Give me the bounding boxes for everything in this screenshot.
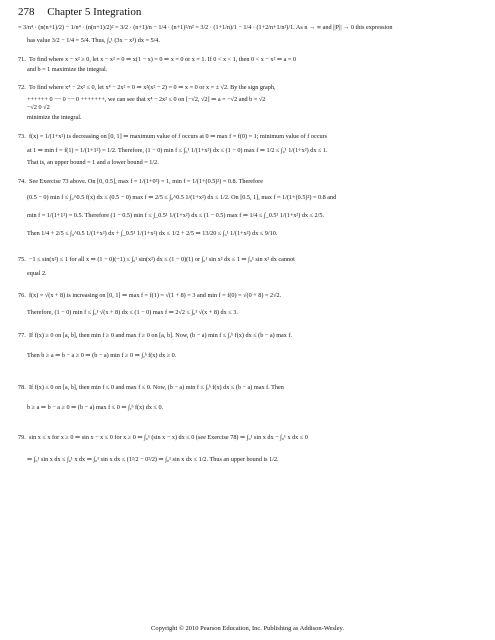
text-line [18,178,483,185]
text-line [27,114,483,121]
page-number: 278 [18,6,35,18]
line-text: and b = 1 maximize the integral. [27,66,108,73]
text-line [27,230,483,237]
exercise-number: 71. [18,56,26,63]
line-text: −1 ≤ sin(x²) ≤ 1 for all x ⇒ (1 − 0)(−1) ≤ ∫₀¹ sin(x²) dx ≤ (1 − 0)(1) or ∫₀¹ sin x² dx ≤ 1 ⇒ ∫₀¹ sin x² dx cannot [29,256,295,263]
text-line [27,104,483,111]
line-text: minimize the integral. [27,114,82,121]
text-line [18,434,483,441]
text-line [27,66,483,73]
line-text: ++++++ 0 −− 0 −− 0 +++++++, we can see that x⁴ − 2x² ≤ 0 on [−√2, √2] ⇒ a = −√2 and b = √2 [27,96,266,103]
line-text: Therefore, (1 − 0) min f ≤ ∫₀¹ √(x + 8) dx ≤ (1 − 0) max f ⇒ 2√2 ≤ ∫₀¹ √(x + 8) dx ≤ 3. [27,309,238,316]
text-line [18,133,483,140]
line-text: b ≥ a ⇒ b − a ≥ 0 ⇒ (b − a) max f ≤ 0 ⇒ ∫ₐᵇ f(x) dx ≤ 0. [27,404,164,411]
line-text: ⇒ ∫₀¹ sin x dx ≤ ∫₀¹ x dx ⇒ ∫₀¹ sin x dx ≤ (1²/2 − 0²/2) ⇒ ∫₀¹ sin x dx ≤ 1/2. Thus an upper bound is 1/2. [27,456,279,463]
text-line [18,24,483,31]
line-text: To find where x − x² ≥ 0, let x − x² = 0 ⇒ x(1 − x) = 0 ⇒ x = 0 or x = 1. If 0 < x < 1, then 0 < x − x² ⇒ a = 0 [29,56,297,63]
text-line [27,270,483,277]
text-line [27,309,483,316]
copyright-footer: Copyright © 2010 Pearson Education, Inc. Publishing as Addison-Wesley. [150,625,345,632]
line-text: f(x) = 1/(1+x²) is decreasing on [0, 1] ⇒ maximum value of f occurs at 0 ⇒ max f = f(0) = 1; minimum value of f occurs [29,133,328,140]
line-text: If f(x) ≥ 0 on [a, b], then min f ≥ 0 and max f ≥ 0 on [a, b]. Now, (b − a) min f ≤ ∫ₐᵇ f(x) dx ≤ (b − a) max f. [29,332,293,339]
line-text: −√2 0 √2 [27,104,50,111]
line-text: (0.5 − 0) min f ≤ ∫₀^0.5 f(x) dx ≤ (0.5 − 0) max f ⇒ 2/5 ≤ ∫₀^0.5 1/(1+x²) dx ≤ 1/2. On [0.5, 1], max f = 1/(1+(0.5)²) = 0.8 and [27,194,337,201]
text-line [18,384,483,391]
exercise-number: 74. [18,178,26,185]
line-text: Then b ≥ a ⇒ b − a ≥ 0 ⇒ (b − a) min f ≥ 0 ⇒ ∫ₐᵇ f(x) dx ≥ 0. [27,352,177,359]
line-text: Then 1/4 + 2/5 ≤ ∫₀^0.5 1/(1+x²) dx + ∫_0.5¹ 1/(1+x²) dx ≤ 1/2 + 2/5 ⇒ 13/20 ≤ ∫₀¹ 1/(1+x²) dx ≤ 9/10. [27,230,278,237]
exercise-number: 77. [18,332,26,339]
line-text: at 1 ⇒ min f = f(1) = 1/(1+1²) = 1/2. Therefore, (1 − 0) min f ≤ ∫₀¹ 1/(1+x²) dx ≤ (1 − 0) max f ⇒ 1/2 ≤ ∫₀¹ 1/(1+x²) dx ≤ 1. [27,147,328,154]
text-line [18,56,483,63]
chapter-title: Chapter 5 Integration [47,6,142,18]
text-line [27,352,483,359]
text-line [27,159,483,166]
exercise-number: 72. [18,84,26,91]
text-line [27,404,483,411]
text-line [18,292,483,299]
line-text: f(x) = √(x + 8) is increasing on [0, 1] ⇒ max f = f(1) = √(1 + 8) = 3 and min f = f(0) = √(0 + 8) = 2√2. [29,292,282,299]
text-line [27,212,483,219]
exercise-number: 73. [18,133,26,140]
exercise-number: 78. [18,384,26,391]
line-text: has value 3/2 − 1/4 = 5/4. Thus, ∫₀¹ (3x − x³) dx = 5/4. [27,37,160,44]
text-line [27,194,483,201]
line-text: See Exercise 73 above. On [0, 0.5], max f = 1/(1+0²) = 1, min f = 1/(1+(0.5)²) = 0.8. Therefore [29,178,263,185]
exercise-number: 76. [18,292,26,299]
line-text: min f = 1/(1+1²) = 0.5. Therefore (1 − 0.5) min f ≤ ∫_0.5¹ 1/(1+x²) dx ≤ (1 − 0.5) max f ⇒ 1/4 ≤ ∫_0.5¹ 1/(1+x²) dx ≤ 2/5. [27,212,325,219]
text-line [18,332,483,339]
exercise-number: 75. [18,256,26,263]
text-line [18,84,483,91]
line-text: To find where x⁴ − 2x² ≤ 0, let x⁴ − 2x² = 0 ⇒ x²(x² − 2) = 0 ⇒ x = 0 or x = ± √2. By the sign graph, [29,84,276,91]
text-line [27,96,483,103]
line-text: If f(x) ≤ 0 on [a, b], then min f ≤ 0 and max f ≤ 0. Now, (b − a) min f ≤ ∫ₐᵇ f(x) dx ≤ (b − a) max f. Then [29,384,284,391]
text-line [27,147,483,154]
page-header [18,6,141,18]
line-text: That is, an upper bound = 1 and a lower bound = 1/2. [27,159,159,166]
text-line [27,456,483,463]
exercise-number: 79. [18,434,26,441]
line-text: equal 2. [27,270,47,277]
line-text: sin x ≤ x for x ≥ 0 ⇒ sin x − x ≤ 0 for x ≥ 0 ⇒ ∫₀¹ (sin x − x) dx ≤ 0 (see Exercise 78) ⇒ ∫₀¹ sin x dx − ∫₀¹ x dx ≤ 0 [29,434,308,441]
text-line [27,37,483,44]
line-text: = 3/n⁴ · (n(n+1)/2) − 1/n⁴ · (n(n+1)/2)² = 3/2 · (n+1)/n − 1/4 · (n+1)²/n² = 3/2 · (1+1/n)/1 − 1/4 · (1+2/n+1/n²)/1. As n → ∞ and ||P|| → 0 this expression [18,24,393,31]
text-line [18,256,483,263]
